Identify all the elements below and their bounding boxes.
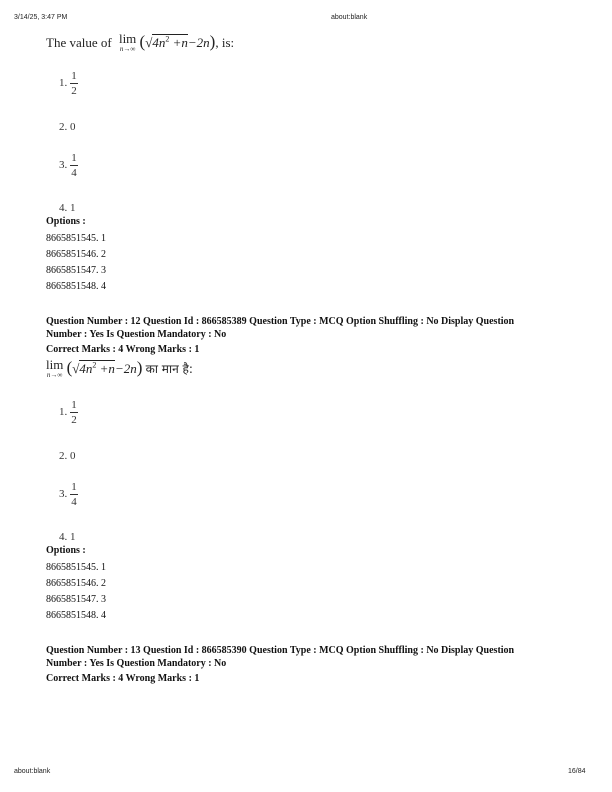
q12-choice-1 xyxy=(59,399,78,426)
q11-limit xyxy=(118,31,137,54)
q11-choice-3 xyxy=(59,152,78,179)
q12-radicand-a: 4n xyxy=(79,361,93,376)
q11-lim-sub: n→∞ xyxy=(119,45,136,54)
q11-stem-prefix: The value of xyxy=(46,35,112,50)
q11-choice-1 xyxy=(59,70,78,97)
frac-den: 2 xyxy=(71,85,77,97)
choice-number: 1. xyxy=(59,406,68,419)
print-datetime: 3/14/25, 3:47 PM xyxy=(14,14,68,21)
q11-radicand-a: 4n xyxy=(152,35,166,50)
frac-bar xyxy=(70,83,78,84)
q12-tail: −2n xyxy=(114,361,137,376)
q12-exp: 2 xyxy=(92,360,97,370)
footer-url: about:blank xyxy=(14,768,51,775)
frac-num: 1 xyxy=(71,481,77,493)
q12-hindi-text: का मान है: xyxy=(145,362,193,376)
frac-bar xyxy=(70,165,78,166)
frac-den: 4 xyxy=(71,496,77,508)
page-header-title: about:blank xyxy=(331,14,368,21)
q11-tail: −2n xyxy=(187,35,210,50)
q12-choice-2: 2. 0 xyxy=(59,450,76,462)
q12-choice-4: 4. 1 xyxy=(59,531,76,543)
q11-close-paren: ) xyxy=(209,32,216,51)
fraction xyxy=(70,70,78,97)
q12-stem xyxy=(46,358,193,380)
q12-meta-line2: Number : Yes Is Question Mandatory : No xyxy=(46,329,227,340)
q12-sqrt-icon: √ xyxy=(72,361,80,376)
choice-number: 1. xyxy=(59,77,68,90)
q12-option-id-1: 8665851545. 1 xyxy=(46,562,106,573)
q11-stem xyxy=(46,32,234,54)
q11-option-id-2: 8665851546. 2 xyxy=(46,249,106,260)
frac-den: 4 xyxy=(71,167,77,179)
frac-num: 1 xyxy=(71,152,77,164)
q11-option-id-4: 8665851548. 4 xyxy=(46,281,106,292)
q12-radicand-b: +n xyxy=(96,361,115,376)
frac-num: 1 xyxy=(71,399,77,411)
q11-option-id-3: 8665851547. 3 xyxy=(46,265,106,276)
q12-close-paren: ) xyxy=(136,358,143,377)
q12-radicand xyxy=(79,360,115,376)
frac-bar xyxy=(70,494,78,495)
q11-choice-4: 4. 1 xyxy=(59,202,76,214)
q12-open-paren: ( xyxy=(66,358,73,377)
q11-radicand xyxy=(152,34,188,50)
fraction xyxy=(70,481,78,508)
choice-number: 3. xyxy=(59,488,68,501)
q12-options-label: Options : xyxy=(46,545,86,556)
q12-lim-text: lim xyxy=(46,357,64,373)
q12-limit xyxy=(46,357,64,380)
q11-lim-text: lim xyxy=(118,31,137,47)
q11-radicand-b: +n xyxy=(169,35,188,50)
q12-marks: Correct Marks : 4 Wrong Marks : 1 xyxy=(46,344,200,355)
fraction xyxy=(70,399,78,426)
q11-sqrt-icon: √ xyxy=(145,35,153,50)
fraction xyxy=(70,152,78,179)
q13-marks: Correct Marks : 4 Wrong Marks : 1 xyxy=(46,673,200,684)
q11-open-paren: ( xyxy=(139,32,146,51)
q12-choice-3 xyxy=(59,481,78,508)
q13-meta-line2: Number : Yes Is Question Mandatory : No xyxy=(46,658,227,669)
q11-options-label: Options : xyxy=(46,216,86,227)
q12-lim-sub: n→∞ xyxy=(46,371,63,380)
choice-number: 3. xyxy=(59,159,68,172)
q11-stem-suffix: , is: xyxy=(215,35,235,50)
q12-meta-line1: Question Number : 12 Question Id : 866585389 Question Type : MCQ Option Shuffling : No Display Question xyxy=(46,316,515,327)
q13-meta-line1: Question Number : 13 Question Id : 866585390 Question Type : MCQ Option Shuffling : No Display Question xyxy=(46,645,515,656)
frac-den: 2 xyxy=(71,414,77,426)
q12-option-id-3: 8665851547. 3 xyxy=(46,594,106,605)
frac-bar xyxy=(70,412,78,413)
q11-exp: 2 xyxy=(165,34,170,44)
page-number: 16/84 xyxy=(568,768,586,775)
q12-option-id-4: 8665851548. 4 xyxy=(46,610,106,621)
frac-num: 1 xyxy=(71,70,77,82)
q12-option-id-2: 8665851546. 2 xyxy=(46,578,106,589)
q11-choice-2: 2. 0 xyxy=(59,121,76,133)
q11-option-id-1: 8665851545. 1 xyxy=(46,233,106,244)
